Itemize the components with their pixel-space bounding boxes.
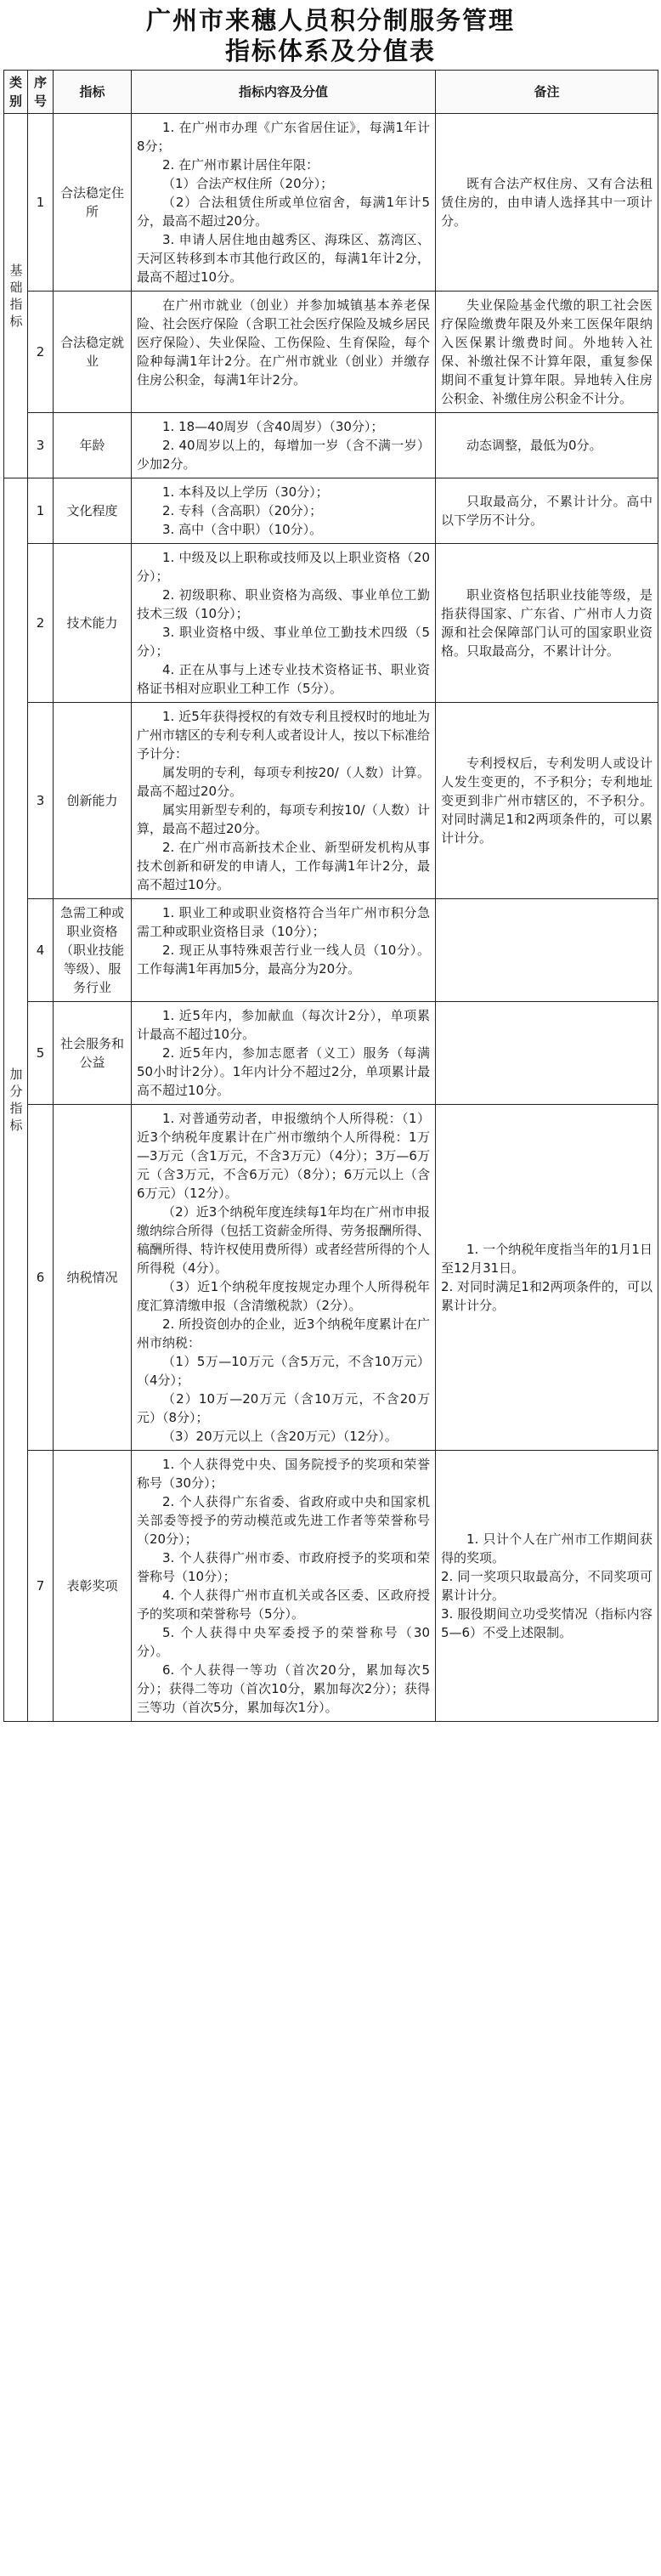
row-number: 3 xyxy=(28,413,54,478)
content-paragraph: 属实用新型专利的，每项专利按10/（人数）计算，最高不超过20分。 xyxy=(137,802,430,836)
content-paragraph: （3）近1个纳税年度按规定办理个人所得税年度汇算清缴申报（含清缴税款）（2分）。 xyxy=(137,1279,430,1313)
indicator-content xyxy=(132,478,436,544)
header-category: 类别 xyxy=(4,71,28,114)
content-paragraph: 2. 个人获得广东省委、省政府或中央和国家机关部委等授予的劳动模范或先进工作者等荣誉称号（20分）； xyxy=(137,1494,430,1547)
table-row xyxy=(4,478,658,544)
note-cell xyxy=(436,703,658,899)
score-table xyxy=(3,70,658,1722)
row-number: 2 xyxy=(28,544,54,703)
content-paragraph: 5. 个人获得中央军委授予的荣誉称号（30分）。 xyxy=(137,1625,430,1659)
page-title-line1: 广州市来穗人员积分制服务管理 xyxy=(145,6,515,35)
content-paragraph: 2. 在广州市累计居住年限： xyxy=(162,157,319,173)
indicator-content xyxy=(132,1451,436,1722)
content-paragraph: （1）5万—10万元（含5万元，不含10万元）（4分）； xyxy=(137,1354,430,1388)
table-row xyxy=(4,114,658,292)
indicator-name: 社会服务和公益 xyxy=(54,1002,132,1105)
note-cell xyxy=(436,544,658,703)
category-basic xyxy=(4,114,28,478)
indicator-name: 合法稳定住所 xyxy=(54,114,132,292)
row-number: 1 xyxy=(28,478,54,544)
header-indicator: 指标 xyxy=(54,71,132,114)
note-text: 只取最高分，不累计计分。高中以下学历不计分。 xyxy=(441,494,653,528)
content-paragraph: （1）合法产权住所（20分）； xyxy=(162,176,334,191)
note-text: 既有合法产权住房、又有合法租赁住房的，由申请人选择其中一项计分。 xyxy=(441,176,653,229)
header-number: 序号 xyxy=(28,71,54,114)
content-paragraph: 4. 个人获得广州市直机关或各区委、区政府授予的奖项和荣誉称号（5分）。 xyxy=(137,1588,430,1622)
row-number: 4 xyxy=(28,899,54,1002)
indicator-content xyxy=(132,114,436,292)
indicator-content xyxy=(132,1002,436,1105)
content-paragraph: 4. 正在从事与上述专业技术资格证书、职业资格证书相对应职业工种工作（5分）。 xyxy=(137,662,430,696)
content-paragraph: 1. 在广州市办理《广东省居住证》，每满1年计8分； xyxy=(137,120,430,154)
content-paragraph: 3. 高中（含中职）（10分）。 xyxy=(162,522,323,537)
note-cell xyxy=(436,114,658,292)
indicator-content xyxy=(132,703,436,899)
content-paragraph: 1. 近5年获得授权的有效专利且授权时的地址为广州市辖区的专利专利人或者设计人，按以下标准给予计分： xyxy=(137,709,431,761)
note-text: 动态调整，最低为0分。 xyxy=(466,438,602,453)
note-text: 1. 一个纳税年度指当年的1月1日至12月31日。 2. 对同时满足1和2两项条件的，可以累计计分。 xyxy=(441,1242,653,1313)
row-number: 5 xyxy=(28,1002,54,1105)
content-paragraph: （2）10万—20万元（含10万元，不含20万元）（8分）； xyxy=(137,1391,430,1425)
category-basic-label: 基础指标 xyxy=(9,263,23,329)
content-paragraph: 1. 18—40周岁（含40周岁）（30分）； xyxy=(162,419,384,434)
content-paragraph: 2. 初级职称、职业资格为高级、事业单位工勤技术三级（10分）； xyxy=(137,587,430,621)
note-text: 职业资格包括职业技能等级，是指获得国家、广东省、广州市人力资源和社会保障部门认可的国家职业资格。只取最高分，不累计计分。 xyxy=(441,587,653,659)
table-row xyxy=(4,292,658,413)
content-paragraph: 3. 个人获得广州市委、市政府授予的奖项和荣誉称号（10分）； xyxy=(137,1550,430,1584)
table-row xyxy=(4,413,658,478)
indicator-name: 技术能力 xyxy=(54,544,132,703)
content-paragraph: 1. 职业工种或职业资格符合当年广州市积分急需工种或职业资格目录（10分）； xyxy=(137,905,430,939)
note-text: 1. 只计个人在广州市工作期间获得的奖项。 2. 同一奖项只取最高分，不同奖项可累计计分。 3. 服役期间立功受奖情况（指标内容5—6）不受上述限制。 xyxy=(441,1531,653,1640)
page-title-line2: 指标体系及分值表 xyxy=(224,37,436,65)
note-text: 专利授权后，专利发明人或设计人发生变更的，不予积分；专利地址变更到非广州市辖区的，不予积分。对同时满足1和2两项条件的，可以累计计分。 xyxy=(441,756,653,846)
indicator-name: 文化程度 xyxy=(54,478,132,544)
table-row xyxy=(4,703,658,899)
content-paragraph: 2. 所投资创办的企业，近3个纳税年度累计在广州市纳税： xyxy=(137,1316,430,1350)
note-cell xyxy=(436,1105,658,1451)
header-content: 指标内容及分值 xyxy=(132,71,436,114)
indicator-content xyxy=(132,1105,436,1451)
indicator-name: 年龄 xyxy=(54,413,132,478)
table-row xyxy=(4,1451,658,1722)
note-cell xyxy=(436,899,658,1002)
content-paragraph: 1. 对普通劳动者，申报缴纳个人所得税：（1）近3个纳税年度累计在广州市缴纳个人所得税：1万—3万元（含1万元，不含3万元）（4分）；3万—6万元（含3万元，不含6万元）（8分）；6万元以上（含6万元）（12分）。 xyxy=(137,1111,430,1201)
content-paragraph: 1. 本科及以上学历（30分）； xyxy=(162,484,329,500)
note-cell xyxy=(436,413,658,478)
note-cell xyxy=(436,292,658,413)
content-paragraph: 3. 申请人居住地由越秀区、海珠区、荔湾区、天河区转移到本市其他行政区的，每满1年计2分，最高不超过10分。 xyxy=(137,232,430,285)
content-paragraph: 3. 职业资格中级、事业单位工勤技术四级（5分）； xyxy=(137,625,430,659)
content-paragraph: （3）20万元以上（含20万元）（12分）。 xyxy=(162,1429,398,1444)
content-paragraph: 在广州市就业（创业）并参加城镇基本养老保险、社会医疗保险（含职工社会医疗保险及城乡居民医疗保险）、失业保险、工伤保险、生育保险，每个险种每满1年计2分。在广州市就业（创业）并缴存住房公积金，每满1年计2分。 xyxy=(137,297,431,388)
content-paragraph: 1. 近5年内，参加献血（每次计2分），单项累计最高不超过10分。 xyxy=(137,1008,430,1042)
indicator-name: 纳税情况 xyxy=(54,1105,132,1451)
row-number: 3 xyxy=(28,703,54,899)
table-row xyxy=(4,899,658,1002)
note-text: 失业保险基金代缴的职工社会医疗保险缴费年限及外来工医保年限纳入医保累计缴费时间。外地转入社保、补缴社保不计算年限，重复参保期间不重复计算年限。异地转入住房公积金、补缴住房公积金不计分。 xyxy=(441,297,653,406)
content-paragraph: （2）合法租赁住所或单位宿舍，每满1年计5分，最高不超过20分。 xyxy=(137,195,430,229)
table-row xyxy=(4,544,658,703)
content-paragraph: （2）近3个纳税年度连续每1年均在广州市申报缴纳综合所得（包括工资薪金所得、劳务报酬所得、稿酬所得、特许权使用费所得）或者经营所得的个人所得税（4分）。 xyxy=(137,1204,431,1276)
content-paragraph: 2. 专科（含高职）（20分）； xyxy=(162,503,323,518)
indicator-content xyxy=(132,413,436,478)
category-bonus-label: 加分指标 xyxy=(9,1067,23,1133)
indicator-name: 合法稳定就业 xyxy=(54,292,132,413)
content-paragraph: 2. 近5年内，参加志愿者（义工）服务（每满50小时计2分）。1年内计分不超过2分，单项累计最高不超过10分。 xyxy=(137,1045,430,1098)
header-note: 备注 xyxy=(436,71,658,114)
indicator-name: 表彰奖项 xyxy=(54,1451,132,1722)
content-paragraph: 2. 在广州市高新技术企业、新型研发机构从事技术创新和研发的申请人，工作每满1年计2分，最高不超过10分。 xyxy=(137,840,430,892)
row-number: 1 xyxy=(28,114,54,292)
note-cell xyxy=(436,478,658,544)
content-paragraph: 1. 个人获得党中央、国务院授予的奖项和荣誉称号（30分）； xyxy=(137,1457,430,1491)
indicator-content xyxy=(132,899,436,1002)
indicator-name: 急需工种或职业资格（职业技能等级）、服务行业 xyxy=(54,899,132,1002)
indicator-content xyxy=(132,544,436,703)
row-number: 7 xyxy=(28,1451,54,1722)
note-cell xyxy=(436,1451,658,1722)
content-paragraph: 属发明的专利，每项专利按20/（人数）计算。最高不超过20分。 xyxy=(137,765,430,799)
indicator-content xyxy=(132,292,436,413)
indicator-name: 创新能力 xyxy=(54,703,132,899)
content-paragraph: 6. 个人获得一等功（首次20分，累加每次5分）；获得二等功（首次10分，累加每次2分）；获得三等功（首次5分，累加每次1分）。 xyxy=(137,1662,430,1715)
content-paragraph: 1. 中级及以上职称或技师及以上职业资格（20分）； xyxy=(137,550,430,584)
row-number: 2 xyxy=(28,292,54,413)
content-paragraph: 2. 40周岁以上的，每增加一岁（含不满一岁）少加2分。 xyxy=(137,438,430,472)
content-paragraph: 2. 现正从事特殊艰苦行业一线人员（10分）。工作每满1年再加5分，最高分为20分。 xyxy=(137,943,430,977)
table-row xyxy=(4,1105,658,1451)
note-cell xyxy=(436,1002,658,1105)
category-bonus xyxy=(4,478,28,1722)
table-row xyxy=(4,1002,658,1105)
row-number: 6 xyxy=(28,1105,54,1451)
table-header-row xyxy=(4,71,658,114)
